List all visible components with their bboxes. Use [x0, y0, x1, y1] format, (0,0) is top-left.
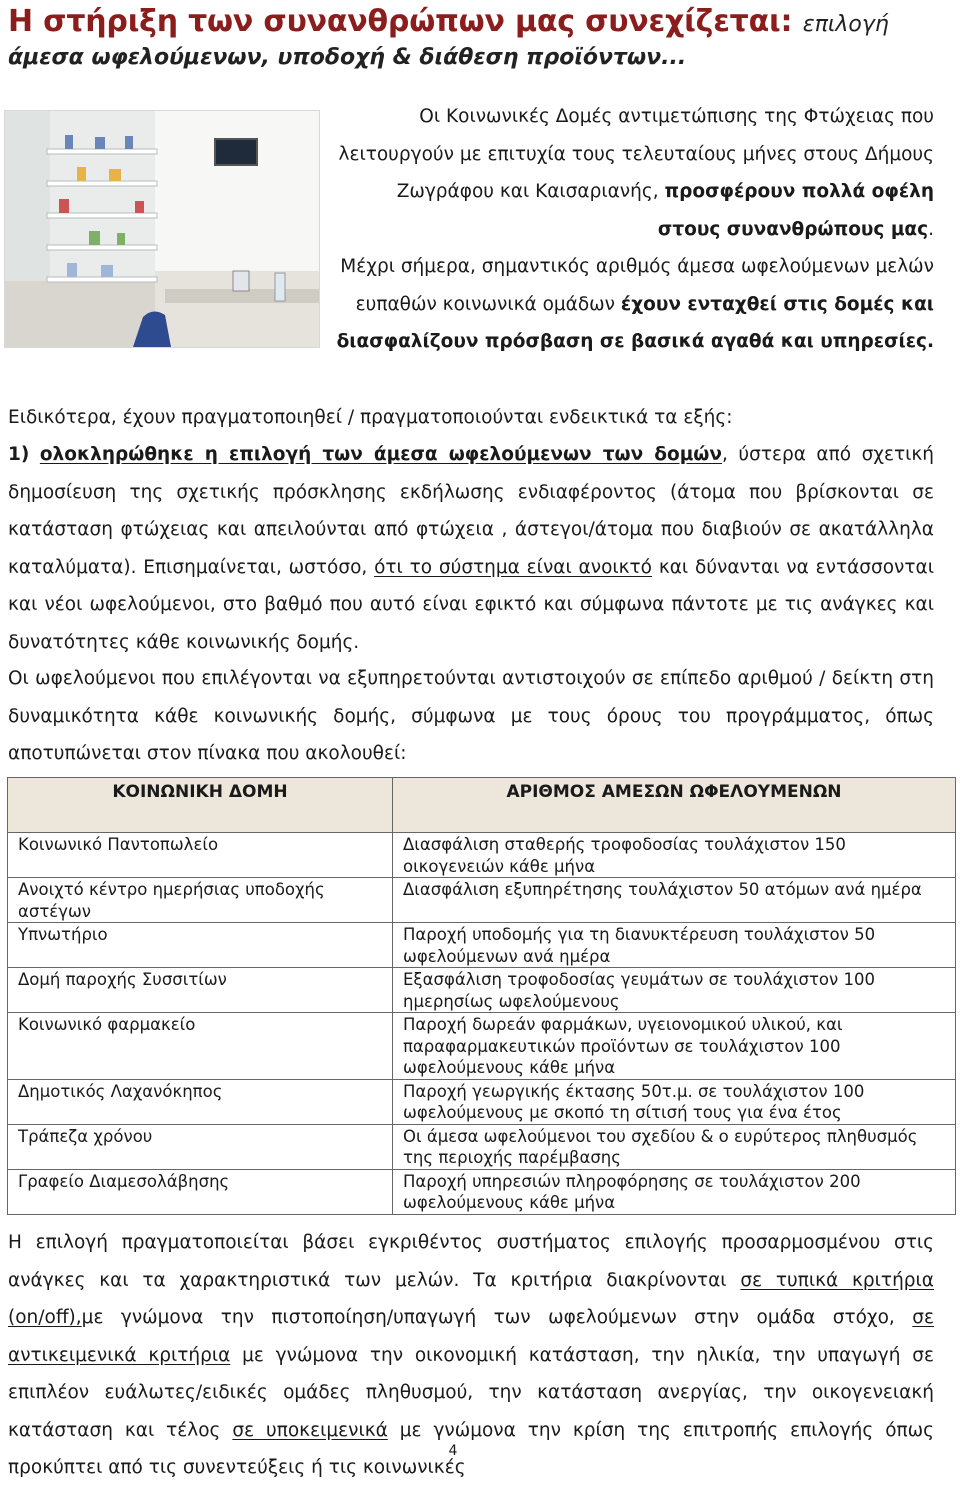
header-beneficiaries-count: ΑΡΙΘΜΟΣ ΑΜΕΣΩΝ ΩΦΕΛΟΥΜΕΝΩΝ: [393, 778, 956, 833]
table-row: [8, 1079, 956, 1124]
table-cell-structure: Δημοτικός Λαχανόκηπος: [8, 1079, 393, 1124]
table-row: [8, 1013, 956, 1080]
criteria-text-c: με γνώμονα την οικονομική κατάσταση, την ηλικία, την υπαγωγή σε επιπλέον ευάλωτες/ειδικές ομάδες πληθυσμού, την κατάσταση ανεργίας, την οικογενειακή κατάσταση και τέλος: [8, 1344, 934, 1441]
capacity-paragraph: Οι ωφελούμενοι που επιλέγονται να εξυπηρετούνται αντιστοιχούν σε επίπεδο αριθμού / δείκτη στη δυναμικότητα κάθε κοινωνικής δομής, σύμφωνα με τους όρους του προγράμματος, όπως αποτυπώνεται στον πίνακα που ακολουθεί:: [8, 668, 934, 764]
table-cell-structure: Κοινωνικό Παντοπωλείο: [8, 833, 393, 878]
table-cell-structure: Ανοιχτό κέντρο ημερήσιας υποδοχής αστέγων: [8, 878, 393, 923]
intro-p1-emphasis: προσφέρουν πολλά οφέλη στους συνανθρώπους μας: [657, 181, 934, 240]
table-cell-beneficiaries: Παροχή υποδομής για τη διανυκτέρευση τουλάχιστον 50 ωφελούμενων ανά ημέρα: [393, 923, 956, 968]
header-social-structure: ΚΟΙΝΩΝΙΚΗ ΔΟΜΗ: [8, 778, 393, 833]
table-cell-structure: Κοινωνικό φαρμακείο: [8, 1013, 393, 1080]
criteria-typical: σε τυπικά κριτήρια (on/off),: [8, 1269, 934, 1328]
item1-number: 1): [8, 444, 30, 465]
intro-p1-end: .: [928, 218, 934, 240]
table-cell-structure: Υπνωτήριο: [8, 923, 393, 968]
table-row: [8, 923, 956, 968]
title-subtitle-part2: άμεσα ωφελούμενων, υποδοχή & διάθεση προϊόντων...: [8, 45, 687, 70]
criteria-subjective: σε υποκειμενικά: [232, 1419, 388, 1441]
table-cell-beneficiaries: Εξασφάλιση τροφοδοσίας γευμάτων σε τουλάχιστον 100 ημερησίως ωφελούμενους: [393, 968, 956, 1013]
table-row: [8, 968, 956, 1013]
table-cell-beneficiaries: Διασφάλιση σταθερής τροφοδοσίας τουλάχιστον 150 οικογενειών κάθε μήνα: [393, 833, 956, 878]
item1-heading: ολοκληρώθηκε η επιλογή των άμεσα ωφελούμενων των δομών: [39, 444, 722, 465]
table-cell-beneficiaries: Οι άμεσα ωφελούμενοι του σχεδίου & ο ευρύτερος πληθυσμός της περιοχής παρέμβασης: [393, 1124, 956, 1169]
pharmacy-photo-illustration: [5, 111, 319, 347]
criteria-objective: σε αντικειμενικά κριτήρια: [8, 1307, 934, 1366]
item1-open-system: ότι το σύστημα είναι ανοικτό: [374, 556, 653, 578]
beneficiaries-table: [7, 777, 956, 1215]
criteria-text-a: Η επιλογή πραγματοποιείται βάσει εγκριθέντος συστήματος επιλογής προσαρμοσμένου στις ανάγκες και τα χαρακτηριστικά των μελών. Τα κριτήρια διακρίνονται: [8, 1232, 934, 1291]
table-row: [8, 1124, 956, 1169]
intro-p2: [330, 248, 934, 361]
pharmacy-shelves-photo: [4, 110, 320, 348]
title-main: Η στήριξη των συνανθρώπων μας συνεχίζεται:: [8, 4, 793, 39]
list-item-1: [8, 436, 934, 661]
table-row: [8, 878, 956, 923]
table-header-row: [8, 778, 956, 833]
table-row: [8, 833, 956, 878]
intro-p2-emphasis: έχουν ενταχθεί στις δομές και διασφαλίζουν πρόσβαση σε βασικά αγαθά και υπηρεσίες.: [336, 293, 934, 352]
table-cell-beneficiaries: Παροχή δωρεάν φαρμάκων, υγειονομικού υλικού, και παραφαρμακευτικών προϊόντων σε τουλάχιστον 100 ωφελούμενους κάθε μήνα: [393, 1013, 956, 1080]
table-cell-structure: Τράπεζα χρόνου: [8, 1124, 393, 1169]
table-cell-beneficiaries: Παροχή γεωργικής έκτασης 50τ.μ. σε τουλάχιστον 100 ωφελούμενους με σκοπό τη σίτισή τους για ένα έτος: [393, 1079, 956, 1124]
lead-sentence: Ειδικότερα, έχουν πραγματοποιηθεί / πραγματοποιούνται ενδεικτικά τα εξής:: [8, 407, 733, 428]
item1-text-b: και δύνανται να εντάσσονται και νέοι ωφελούμενοι, στο βαθμό που αυτό είναι εφικτό και σύμφωνα πάντοτε με τις ανάγκες και δυνατότητες κάθε κοινωνικής δομής.: [8, 556, 934, 653]
page-title: [8, 4, 948, 73]
table-row: [8, 1169, 956, 1214]
table-cell-structure: Δομή παροχής Συσσιτίων: [8, 968, 393, 1013]
intro-p2-text: Μέχρι σήμερα, σημαντικός αριθμός άμεσα ωφελούμενων μελών ευπαθών κοινωνικά ομάδων: [340, 256, 934, 315]
page-number: 4: [448, 1443, 458, 1459]
item1-text-a: , ύστερα από σχετική δημοσίευση της σχετικής πρόσκλησης εκδήλωσης ενδιαφέροντος (άτομα που βρίσκονται σε κατάσταση φτώχειας και απειλούνται από φτώχεια , άστεγοι/άτομα που διαβιούν σε ακατάλληλα καταλύματα). Επισημαίνεται, ωστόσο,: [8, 444, 934, 578]
intro-paragraph: [330, 98, 934, 361]
criteria-text-b: με γνώμονα την πιστοποίηση/υπαγωγή των ωφελούμενων στην ομάδα στόχο,: [81, 1307, 895, 1328]
intro-p1-text: Οι Κοινωνικές Δομές αντιμετώπισης της Φτώχειας που λειτουργούν με επιτυχία τους τελευταίους μήνες στους Δήμους Ζωγράφου και Καισαριανής,: [338, 106, 934, 202]
criteria-text-d: με γνώμονα την κρίση της επιτροπής επιλογής όπως προκύπτει από τις συνεντεύξεις ή τις κοινωνικές: [8, 1419, 934, 1478]
title-subtitle-part1: επιλογή: [802, 12, 889, 37]
table-cell-beneficiaries: Παροχή υπηρεσιών πληροφόρησης σε τουλάχιστον 200 ωφελούμενους κάθε μήνα: [393, 1169, 956, 1214]
table-cell-structure: Γραφείο Διαμεσολάβησης: [8, 1169, 393, 1214]
table-cell-beneficiaries: Διασφάλιση εξυπηρέτησης τουλάχιστον 50 ατόμων ανά ημέρα: [393, 878, 956, 923]
